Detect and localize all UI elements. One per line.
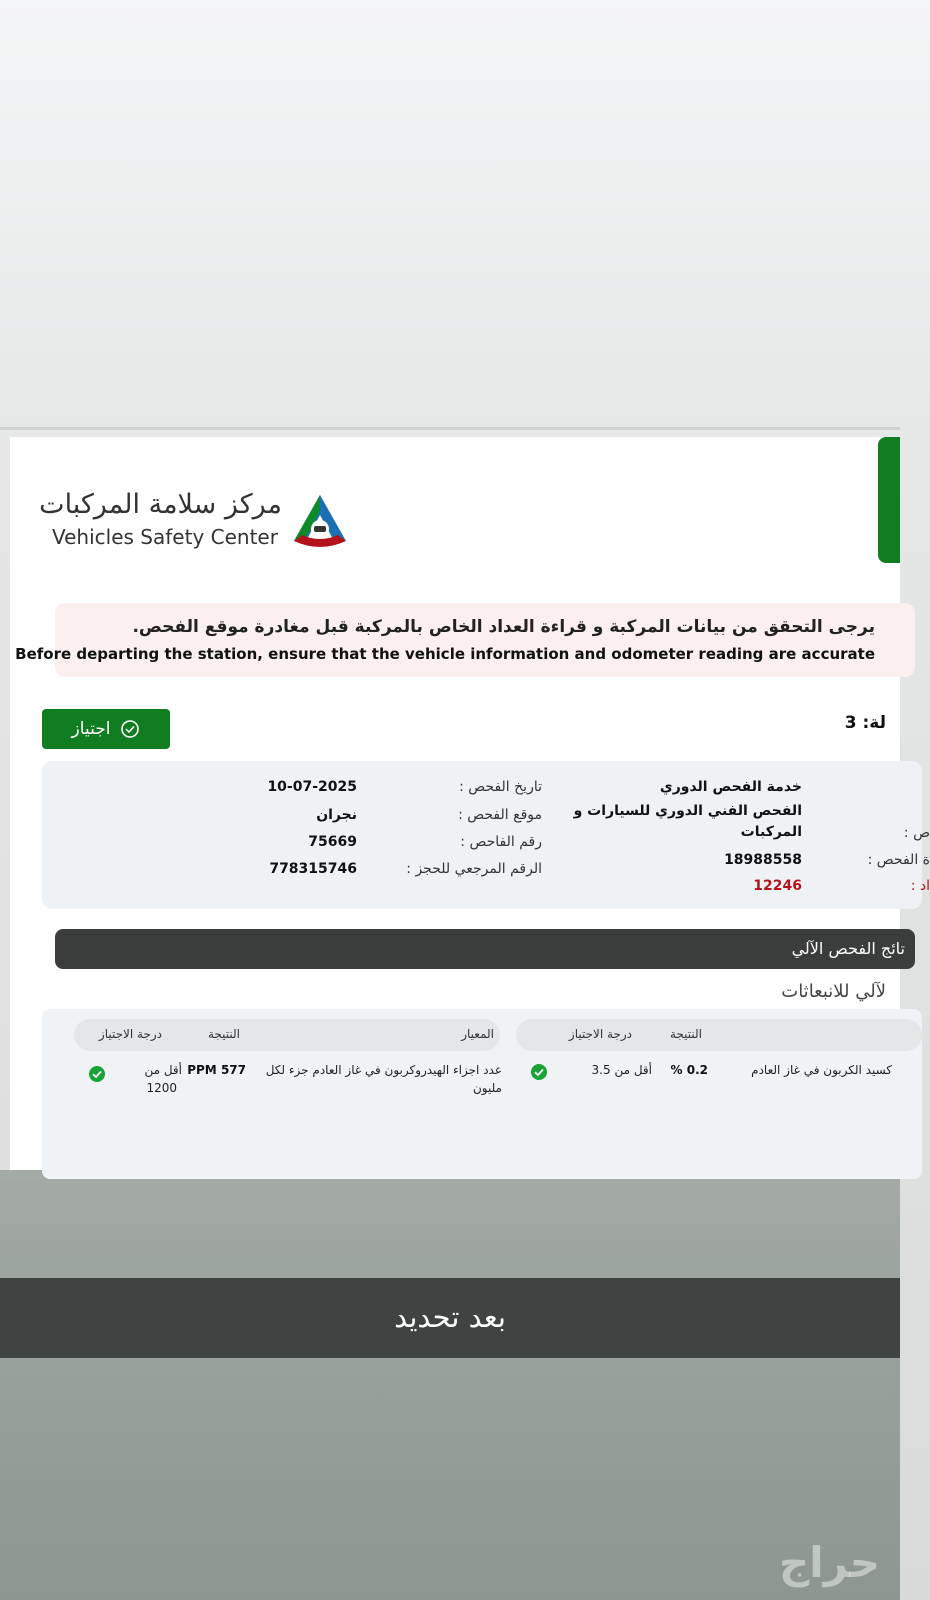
- alert-text-arabic: يرجى التحقق من بيانات المركبة و قراءة العداد الخاص بالمركبة قبل مغادرة موقع الفحص.: [132, 617, 875, 637]
- attempt-count: لة: 3: [844, 713, 886, 733]
- row1-criterion: كسيد الكربون في غاز العادم: [751, 1063, 892, 1077]
- inspection-number-label: ة الفحص :: [867, 852, 930, 868]
- header-result-2: النتيجة: [207, 1027, 240, 1041]
- row2-criterion-line2: مليون: [472, 1081, 502, 1095]
- screenshot-edge: [0, 427, 900, 430]
- inspection-info-panel: [42, 761, 930, 909]
- story-caption: بعد تحديد: [394, 1300, 506, 1334]
- row2-criterion-line1: عدد اجزاء الهيدروكربون في غاز العادم جزء لكل: [265, 1063, 502, 1077]
- story-caption-bar: [0, 1278, 900, 1358]
- green-side-tab[interactable]: [878, 437, 900, 563]
- reference-value: 778315746: [269, 861, 357, 877]
- odometer-value: 12246: [753, 878, 802, 894]
- header-criterion: المعيار: [461, 1027, 494, 1041]
- date-value: 10-07-2025: [267, 779, 357, 795]
- partial-label: ص :: [903, 825, 930, 841]
- inspection-report-card: [10, 437, 930, 1170]
- odometer-label: اد :: [910, 878, 930, 894]
- pass-status-button[interactable]: [42, 709, 170, 749]
- service-type-line2: المركبات: [740, 824, 802, 840]
- vsc-logo: [39, 489, 350, 559]
- header-result: النتيجة: [669, 1027, 702, 1041]
- row1-result: 0.2 %: [670, 1063, 708, 1077]
- logo-arabic-text: مركز سلامة المركبات: [39, 489, 282, 520]
- emissions-subtitle: لآلي للانبعاثات: [781, 981, 886, 1002]
- verification-alert: [15, 603, 915, 677]
- check-circle-icon: [88, 1065, 106, 1083]
- table-header-right: [516, 1019, 922, 1051]
- reference-label: الرقم المرجعي للحجز :: [406, 861, 542, 877]
- row1-threshold: أقل من 3.5: [591, 1063, 652, 1077]
- header-pass-grade-2: درجة الاجتياز: [98, 1027, 162, 1041]
- check-circle-icon: [530, 1063, 548, 1081]
- alert-text-english: Before departing the station, ensure that the vehicle information and odometer reading are accurate: [15, 645, 875, 663]
- background-lower: [0, 1170, 900, 1600]
- service-value: خدمة الفحص الدوري: [659, 779, 802, 795]
- header-pass-grade: درجة الاجتياز: [568, 1027, 632, 1041]
- row2-result: 577 PPM: [187, 1063, 246, 1077]
- inspection-number-value: 18988558: [724, 852, 802, 868]
- haraj-watermark: حراج: [778, 1538, 880, 1587]
- row2-threshold-line1: أقل من: [144, 1063, 182, 1077]
- row2-threshold-line2: 1200: [146, 1081, 177, 1095]
- vsc-emblem-icon: [290, 491, 350, 551]
- inspector-value: 75669: [308, 834, 357, 850]
- service-type-line1: الفحص الفني الدوري للسيارات و: [573, 803, 802, 819]
- automated-results-header: [55, 929, 915, 969]
- logo-english-text: Vehicles Safety Center: [52, 525, 278, 549]
- table-header-left: [74, 1019, 500, 1051]
- pass-label: اجتياز: [71, 719, 111, 739]
- location-label: موقع الفحص :: [458, 807, 542, 823]
- section-title: تائج الفحص الآلي: [791, 939, 905, 958]
- check-circle-outline-icon: [120, 719, 140, 739]
- date-label: تاريخ الفحص :: [459, 779, 542, 795]
- location-value: نجران: [316, 807, 357, 823]
- inspector-label: رقم الفاحص :: [460, 834, 542, 850]
- emissions-results: [42, 1009, 922, 1179]
